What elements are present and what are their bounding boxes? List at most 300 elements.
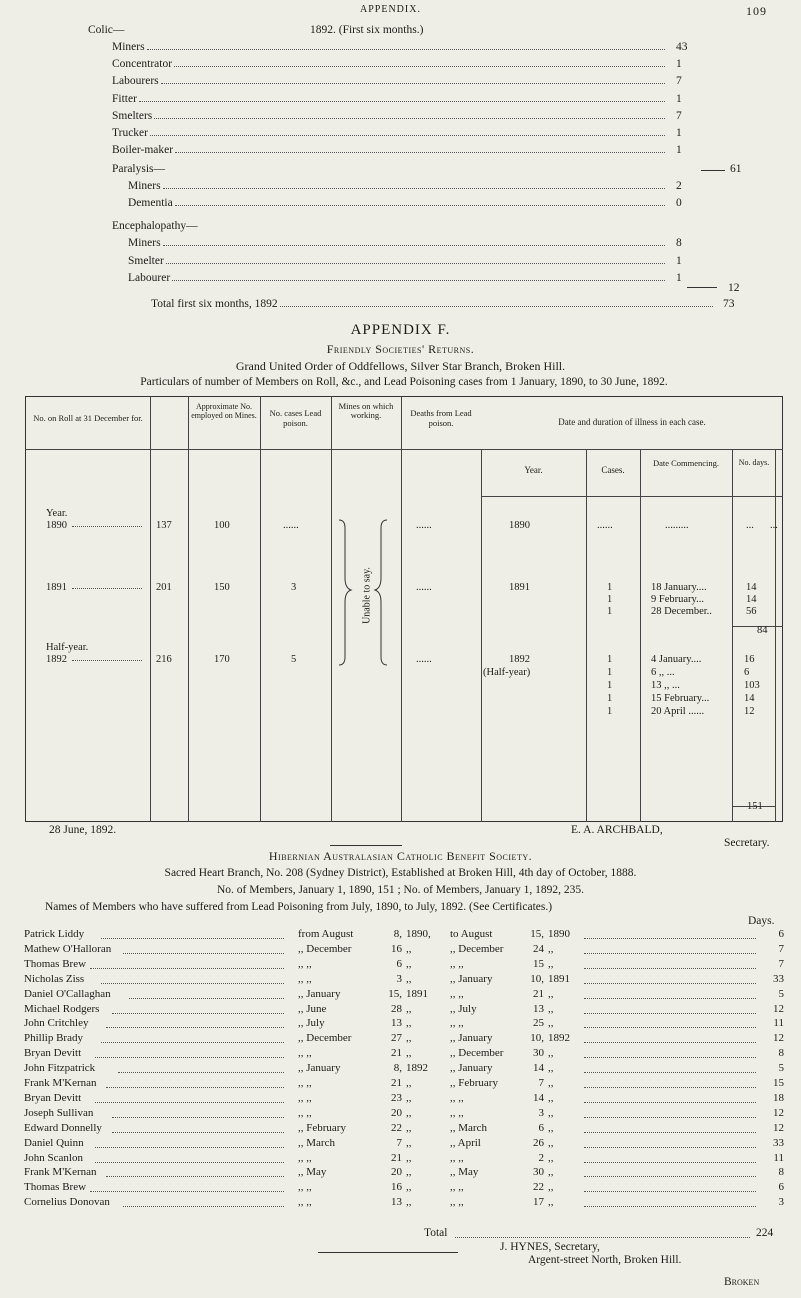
leader-dots <box>147 49 665 50</box>
leader-dots <box>584 1017 756 1028</box>
leader-dots <box>150 135 665 136</box>
leader-dots <box>584 1003 756 1014</box>
leader-dots <box>163 188 665 189</box>
member-days: 12 <box>773 1002 784 1015</box>
member-days: 18 <box>773 1091 784 1104</box>
case-1892: 1 <box>607 693 613 704</box>
member-to_year: ,, <box>548 1047 554 1060</box>
days-1892: 103 <box>744 680 760 691</box>
member-to_day: 10, <box>530 1032 544 1045</box>
member-to_month: ,, April <box>450 1136 481 1149</box>
member-to_day: 30 <box>533 1047 544 1060</box>
leader-dots <box>139 101 665 102</box>
member-from_day: 16 <box>391 1181 402 1194</box>
member-to_year: ,, <box>548 942 554 955</box>
member-to_day: 26 <box>533 1136 544 1149</box>
member-row <box>24 1047 784 1062</box>
vrule <box>401 396 402 449</box>
member-days: 15 <box>773 1077 784 1089</box>
colic-item-row <box>112 40 668 54</box>
member-from_month: ,, July <box>298 1017 325 1030</box>
member-to_day: 25 <box>533 1017 544 1030</box>
vrule <box>260 396 261 822</box>
days-1892: 14 <box>744 693 755 704</box>
member-from_year: ,, <box>406 1002 412 1015</box>
member-row <box>24 928 784 943</box>
members-total-dots <box>455 1237 750 1238</box>
member-row <box>24 1181 784 1196</box>
member-to_year: ,, <box>548 1136 554 1149</box>
colic-item-value: 43 <box>676 41 688 53</box>
member-row <box>24 1152 784 1167</box>
member-from_month: ,, ,, <box>298 1196 312 1209</box>
leader-dots <box>90 958 284 969</box>
case-1892: 1 <box>607 654 613 665</box>
header-date-duration: Date and duration of illness in each case. <box>558 417 706 427</box>
member-to_month: ,, March <box>450 1121 487 1134</box>
member-from_day: 7 <box>396 1136 402 1149</box>
member-to_day: 17 <box>533 1196 544 1209</box>
member-to_year: ,, <box>548 1062 554 1075</box>
member-to_year: ,, <box>548 987 554 1000</box>
member-row <box>24 1017 784 1032</box>
days-header: Days. <box>748 915 775 927</box>
r-total-1890: ... <box>770 520 778 531</box>
leader-dots <box>101 1032 284 1043</box>
member-to_year: ,, <box>548 1181 554 1194</box>
member-to_year: 1891 <box>548 972 570 985</box>
r-total-1891: 84 <box>757 625 768 636</box>
member-to_day: 10, <box>530 972 544 985</box>
member-from_year: ,, <box>406 957 412 970</box>
subheader-date-commencing: Date Commencing. <box>652 458 720 468</box>
member-to_day: 30 <box>533 1166 544 1179</box>
leader-dots <box>584 1196 756 1207</box>
member-row <box>24 1003 784 1018</box>
leader-dots <box>584 1077 756 1088</box>
member-from_year: ,, <box>406 1136 412 1149</box>
member-days: 12 <box>773 1106 784 1119</box>
subtotal-rule-1 <box>701 170 725 171</box>
leader-dots <box>584 1062 756 1073</box>
colic-heading: Colic— <box>88 24 125 36</box>
member-from_month: ,, January <box>298 987 341 1000</box>
member-name: Mathew O'Halloran <box>24 942 112 955</box>
cases-1892: 5 <box>291 654 297 665</box>
member-from_month: ,, January <box>298 1062 341 1075</box>
leader-dots <box>112 1107 284 1118</box>
roll-1891: 201 <box>156 582 172 593</box>
member-days: 33 <box>773 972 784 985</box>
member-from_month: ,, December <box>298 942 352 955</box>
leader-dots <box>106 1017 284 1028</box>
member-days: 33 <box>773 1136 784 1149</box>
vrule <box>401 396 402 822</box>
member-name: Thomas Brew <box>24 957 87 970</box>
leader-dots <box>175 205 665 206</box>
leader-dots <box>101 928 284 939</box>
roll-1890: 137 <box>156 520 172 531</box>
member-from_month: ,, ,, <box>298 1047 312 1060</box>
member-days: 11 <box>773 1151 784 1164</box>
member-name: Michael Rodgers <box>24 1002 100 1015</box>
member-from_year: ,, <box>406 1091 412 1104</box>
member-from_year: ,, <box>406 972 412 985</box>
member-from_year: 1890, <box>406 928 431 940</box>
vrule <box>586 449 587 822</box>
days-1891: 14 <box>746 582 757 593</box>
member-name: Daniel Quinn <box>24 1136 84 1149</box>
member-name: Daniel O'Callaghan <box>24 987 111 1000</box>
encephalopathy-item-row <box>128 236 668 250</box>
leader-dots <box>584 958 756 969</box>
member-days: 8 <box>778 1047 784 1060</box>
member-row <box>24 1062 784 1077</box>
colic-item-row <box>112 74 668 88</box>
leader-dots <box>101 973 284 984</box>
member-to_day: 21 <box>533 987 544 1000</box>
member-row <box>24 1137 784 1152</box>
colic-item-value: 1 <box>676 92 682 105</box>
encephalopathy-subtotal: 12 <box>728 282 740 294</box>
case-1892: 1 <box>607 680 613 691</box>
member-row <box>24 1166 784 1181</box>
member-to_month: ,, ,, <box>450 1196 464 1209</box>
member-row <box>24 1196 784 1211</box>
encephalopathy-item-value: 1 <box>676 254 682 267</box>
paralysis-heading: Paralysis— <box>112 163 166 175</box>
leader-dots <box>584 1122 756 1133</box>
cases-1891: 3 <box>291 582 297 593</box>
member-name: Nicholas Ziss <box>24 972 85 985</box>
member-row <box>24 958 784 973</box>
member-to_year: ,, <box>548 1121 554 1134</box>
leader-dots <box>129 988 284 999</box>
grand-total-value: 73 <box>723 298 735 310</box>
member-from_day: 3 <box>396 972 402 985</box>
leader-dots <box>95 1092 284 1103</box>
leader-dots <box>95 1137 284 1148</box>
leader-dots <box>163 245 665 246</box>
vrule <box>640 449 641 822</box>
colic-item-row <box>112 57 668 71</box>
member-row <box>24 943 784 958</box>
member-from_year: ,, <box>406 1017 412 1030</box>
member-from_day: 20 <box>391 1106 402 1119</box>
leader-dots <box>161 83 665 84</box>
member-from_day: 28 <box>391 1002 402 1015</box>
encephalopathy-item-row <box>128 254 668 268</box>
member-to_year: ,, <box>548 1151 554 1164</box>
leader-dots <box>112 1122 284 1133</box>
member-days: 7 <box>778 957 784 970</box>
section-rule <box>330 845 402 846</box>
member-days: 12 <box>773 1032 784 1045</box>
encephalopathy-item-value: 8 <box>676 237 682 249</box>
member-to_month: ,, ,, <box>450 957 464 970</box>
leader-dots <box>584 1181 756 1192</box>
member-to_month: ,, December <box>450 942 504 955</box>
encephalopathy-item-label: Smelter <box>128 254 164 267</box>
case-1892: 1 <box>607 706 613 717</box>
member-days: 7 <box>778 942 784 955</box>
left-row-1890 <box>46 520 146 531</box>
leader-dots <box>106 1077 284 1088</box>
member-days: 5 <box>778 1062 784 1075</box>
member-from_day: 22 <box>391 1121 402 1134</box>
member-days: 11 <box>773 1017 784 1030</box>
leader-dots <box>584 1137 756 1148</box>
colic-item-row <box>112 92 668 106</box>
r-half-year: (Half-year) <box>483 667 531 678</box>
member-to_day: 6 <box>538 1121 544 1134</box>
member-row <box>24 1032 784 1047</box>
member-to_day: 7 <box>538 1077 544 1089</box>
date-1891: 9 February... <box>651 594 704 605</box>
member-to_month: ,, ,, <box>450 1017 464 1030</box>
encephalopathy-item-value: 1 <box>676 272 682 284</box>
leader-dots <box>112 1003 284 1014</box>
member-name: Bryan Devitt <box>24 1091 82 1104</box>
subtotal-rule-2 <box>687 287 717 288</box>
member-name: Phillip Brady <box>24 1032 83 1045</box>
leader-dots <box>154 118 665 119</box>
member-from_day: 21 <box>391 1151 402 1164</box>
member-to_day: 24 <box>533 942 544 955</box>
members-total-label: Total <box>424 1227 448 1239</box>
catchword: Broken <box>724 1276 760 1288</box>
member-days: 3 <box>778 1196 784 1209</box>
leader-dots <box>118 1062 284 1073</box>
r-cases-1890: ...... <box>597 520 613 531</box>
leader-dots <box>175 152 665 153</box>
member-from_day: 16 <box>391 942 402 955</box>
member-from_month: ,, December <box>298 1032 352 1045</box>
encephalopathy-heading: Encephalopathy— <box>112 220 198 232</box>
member-name: John Scanlon <box>24 1151 83 1164</box>
header-mines: Mines on which working. <box>338 401 394 420</box>
member-to_year: ,, <box>548 1196 554 1209</box>
member-to_month: ,, February <box>450 1077 498 1089</box>
member-from_month: ,, May <box>298 1166 327 1179</box>
leader-dots <box>584 1092 756 1103</box>
member-from_year: ,, <box>406 1151 412 1164</box>
leader-dots <box>584 1152 756 1163</box>
lodge-name: Grand United Order of Oddfellows, Silver Star Branch, Broken Hill. <box>235 359 566 373</box>
header-cases: No. cases Lead poison. <box>269 408 322 428</box>
year-1892: 1892 <box>46 654 67 665</box>
paralysis-item-value: 2 <box>676 180 682 192</box>
member-from_year: ,, <box>406 1196 412 1209</box>
colic-item-label: Miners <box>112 41 145 53</box>
member-to_month: ,, May <box>450 1166 479 1179</box>
colic-period: 1892. (First six months.) <box>310 24 424 36</box>
case-1891: 1 <box>607 606 613 617</box>
member-row <box>24 1122 784 1137</box>
date-1891: 28 December.. <box>651 606 712 617</box>
leader-dots <box>95 1152 284 1163</box>
member-from_year: ,, <box>406 942 412 955</box>
colic-subtotal: 61 <box>730 163 742 175</box>
member-to_month: ,, July <box>450 1002 477 1015</box>
signoff2-name: J. HYNES, Secretary, <box>500 1241 600 1253</box>
colic-item-label: Labourers <box>112 75 159 88</box>
member-to_day: 22 <box>533 1181 544 1194</box>
leader-dots <box>106 1166 284 1177</box>
member-to_month: ,, ,, <box>450 1181 464 1194</box>
member-row <box>24 1077 784 1092</box>
member-name: John Critchley <box>24 1017 89 1030</box>
member-to_day: 15 <box>533 957 544 970</box>
cases-1890: ...... <box>283 520 299 531</box>
member-name: Cornelius Donovan <box>24 1196 110 1209</box>
member-from_day: 8, <box>393 1062 402 1075</box>
colic-item-label: Concentrator <box>112 58 173 71</box>
member-name: Joseph Sullivan <box>24 1106 94 1119</box>
member-days: 6 <box>778 1181 784 1194</box>
case-1891: 1 <box>607 582 613 593</box>
r-total-1892: 151 <box>747 801 763 812</box>
member-from_month: ,, ,, <box>298 1181 312 1194</box>
half-year-label: Half-year. <box>46 642 89 653</box>
vrule <box>775 449 776 822</box>
employed-1890: 100 <box>214 520 230 531</box>
left-row-1891 <box>46 582 146 593</box>
member-row <box>24 1092 784 1107</box>
member-to_year: ,, <box>548 1077 554 1089</box>
member-to_month: ,, January <box>450 1062 493 1075</box>
member-days: 6 <box>778 928 784 940</box>
member-to_year: 1890 <box>548 928 570 940</box>
date-1891: 18 January.... <box>651 582 707 593</box>
member-from_month: ,, ,, <box>298 972 312 985</box>
member-to_month: ,, ,, <box>450 1151 464 1164</box>
member-from_month: ,, ,, <box>298 1106 312 1119</box>
colic-item-row <box>112 109 668 123</box>
leader-dots <box>95 1047 284 1058</box>
member-to_month: ,, January <box>450 1032 493 1045</box>
left-row-1892 <box>46 654 146 665</box>
date-1892: 6 ,, ... <box>651 667 675 678</box>
member-to_month: ,, ,, <box>450 1106 464 1119</box>
page-number: 109 <box>746 4 767 18</box>
case-1891: 1 <box>607 594 613 605</box>
date-1892: 4 January.... <box>651 654 702 665</box>
member-from_day: 20 <box>391 1166 402 1179</box>
subheader-cases: Cases. <box>601 465 625 475</box>
appendix-subtitle: Friendly Societies' Returns. <box>326 342 475 356</box>
member-to_month: ,, ,, <box>450 1091 464 1104</box>
member-from_year: ,, <box>406 1106 412 1119</box>
member-from_year: ,, <box>406 1121 412 1134</box>
leader-dots <box>584 988 756 999</box>
member-to_day: 3 <box>538 1106 544 1119</box>
member-from_year: ,, <box>406 1047 412 1060</box>
hibernian-line1: Sacred Heart Branch, No. 208 (Sydney District), Established at Broken Hill, 4th day of October, 1888. <box>164 867 637 879</box>
member-days: 5 <box>778 987 784 1000</box>
member-from_day: 21 <box>391 1077 402 1089</box>
member-from_day: 23 <box>391 1091 402 1104</box>
member-to_year: ,, <box>548 1091 554 1104</box>
deaths-1890: ...... <box>416 520 432 531</box>
signoff-title: Secretary. <box>724 837 770 849</box>
r-year-1892: 1892 <box>509 654 530 665</box>
r-days-1890: ... <box>746 520 754 531</box>
leader-dots <box>123 943 284 954</box>
days-1891: 56 <box>746 606 757 617</box>
member-to_year: ,, <box>548 1002 554 1015</box>
encephalopathy-item-label: Labourer <box>128 272 171 284</box>
leader-dots <box>123 1196 284 1207</box>
leader-dots <box>584 1166 756 1177</box>
colic-item-value: 7 <box>676 109 682 122</box>
date-1892: 13 ,, ... <box>651 680 680 691</box>
member-from_month: ,, ,, <box>298 1077 312 1089</box>
date-1892: 20 April ...... <box>651 706 705 717</box>
member-from_month: ,, March <box>298 1136 335 1149</box>
days-1892: 16 <box>744 654 755 665</box>
member-to_year: ,, <box>548 957 554 970</box>
hibernian-title: Hibernian Australasian Catholic Benefit Society. <box>268 849 533 863</box>
member-from_day: 6 <box>396 957 402 970</box>
member-from_day: 15, <box>388 987 402 1000</box>
member-name: Bryan Devitt <box>24 1047 82 1060</box>
member-days: 12 <box>773 1121 784 1134</box>
grand-total-label: Total first six months, 1892 <box>151 298 278 310</box>
paralysis-item-value: 0 <box>676 197 682 209</box>
paralysis-item-label: Dementia <box>128 197 173 209</box>
colic-item-row <box>112 126 668 140</box>
member-name: Frank M'Kernan <box>24 1077 97 1089</box>
year-1890: 1890 <box>46 520 67 531</box>
colic-item-label: Fitter <box>112 92 137 105</box>
member-name: Patrick Liddy <box>24 928 85 940</box>
colic-item-value: 1 <box>676 127 682 139</box>
deaths-1891: ...... <box>416 582 432 593</box>
appendix-title: APPENDIX F. <box>350 322 451 338</box>
member-to_year: ,, <box>548 1106 554 1119</box>
member-row <box>24 973 784 988</box>
member-name: Edward Donnelly <box>24 1121 102 1134</box>
days-1892: 6 <box>744 667 750 678</box>
case-1892: 1 <box>607 667 613 678</box>
r-year-1891: 1891 <box>509 582 530 593</box>
particulars-line: Particulars of number of Members on Roll, &c., and Lead Poisoning cases from 1 January, 1890, to 30 June, 1892. <box>140 376 668 388</box>
colic-item-value: 1 <box>676 144 682 157</box>
colic-item-value: 7 <box>676 75 682 88</box>
deaths-1892: ...... <box>416 654 432 665</box>
member-days: 8 <box>778 1166 784 1179</box>
colic-item-value: 1 <box>676 58 682 71</box>
leader-dots <box>166 263 665 264</box>
member-from_year: ,, <box>406 1181 412 1194</box>
vrule <box>150 396 151 822</box>
member-to_day: 14 <box>533 1062 544 1075</box>
bottom-rule <box>318 1252 458 1253</box>
r-year-1890: 1890 <box>509 520 530 531</box>
hibernian-line3: Names of Members who have suffered from Lead Poisoning from July, 1890, to July, 1892. (See Certificates.) <box>45 901 553 913</box>
subheader-rule <box>481 496 783 497</box>
member-to_month: to August <box>450 928 493 940</box>
employed-1892: 170 <box>214 654 230 665</box>
member-to_day: 2 <box>538 1151 544 1164</box>
member-from_year: 1891 <box>406 987 428 1000</box>
member-from_day: 13 <box>391 1196 402 1209</box>
member-to_year: 1892 <box>548 1032 570 1045</box>
member-to_month: ,, January <box>450 972 493 985</box>
member-to_month: ,, December <box>450 1047 504 1060</box>
leader-dots <box>584 1047 756 1058</box>
